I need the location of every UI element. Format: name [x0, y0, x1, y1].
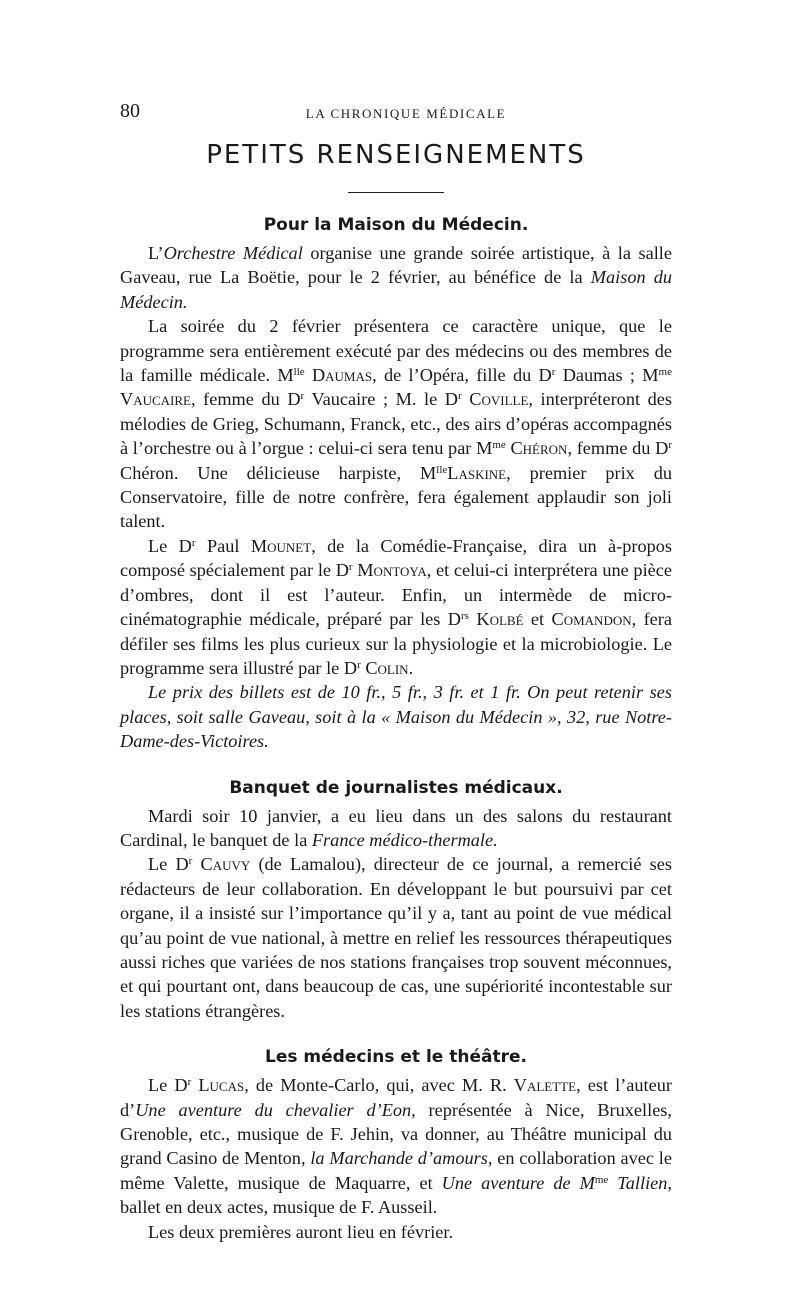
paragraph-maison-3: Le $D^r$ Paul Mounet, de la Comédie-Française, dira un à-propos composé spécialement par le $D^r$ Montoya, et celui-ci interprétera une pièce d’ombres, dont il est l’auteur. Enfin, un intermède de micro-cinématographie médicale, préparé par les $D^{rs}$ Kolbé et Comandon, fera défiler ses films les plus curieux sur la physiologie et la microbiologie. Le programme sera illustré par le $D^r$ Colin.	[120, 535, 672, 678]
section-heading-theatre: Les médecins et le théâtre.	[265, 1047, 527, 1068]
section-heading-maison: Pour la Maison du Médecin.	[263, 215, 529, 235]
paragraph-theatre-1: Le $D^r$ Lucas, de Monte-Carlo, qui, avec M. R. Valette, est l’auteur d’Une aventure du chevalier d’Eon, représentée à Nice, Bruxelles, Grenoble, etc., musique de F. Jehin, va donner, au Théâtre municipal du grand Casino de Menton, la Marchande d’amours, en collaboration avec le même Valette, musique de Maquarre, et Une aventure de $M^{me}$ Tallien, ballet en deux actes, musique de F. Ausseil.	[120, 1075, 672, 1218]
section-heading-banquet: Banquet de journalistes médicaux.	[229, 777, 563, 798]
running-title: LA CHRONIQUE MÉDICALE	[305, 106, 507, 121]
title-divider	[348, 192, 444, 193]
document-page	[120, 96, 672, 1244]
paragraph-banquet-2: Le $D^r$ Cauvy (de Lamalou), directeur de ce journal, a remercié ses rédacteurs de leur collaboration. En développant le but poursuivi par cet organe, il a insisté sur l’importance qu’il y a, tant au point de vue médical qu’au point de vue national, à mettre en relief les ressources thérapeutiques aussi riches que variées de nos stations françaises trop souvent méconnues, et qui pourtant ont, dans beaucoup de cas, une supériorité incontestable sur les stations étrangères.	[120, 854, 673, 1021]
page-number: 80	[120, 100, 140, 122]
paragraph-maison-1: L’Orchestre Médical organise une grande soirée artistique, à la salle Gaveau, rue La Boëtie, pour le 2 février, au bénéfice de la Maison du Médecin.	[120, 243, 672, 312]
page-title: PETITS RENSEIGNEMENTS	[206, 140, 586, 170]
running-header	[120, 96, 672, 126]
paragraph-banquet-1: Mardi soir 10 janvier, a eu lieu dans un des salons du restaurant Cardinal, le banquet de la France médico-thermale.	[120, 805, 672, 850]
paragraph-maison-prices: Le prix des billets est de 10 fr., 5 fr., 3 fr. et 1 fr. On peut retenir ses places, soit salle Gaveau, soit à la « Maison du Médecin », 32, rue Notre-Dame-des-Victoires.	[120, 682, 672, 752]
paragraph-theatre-2: Les deux premières auront lieu en février.	[148, 1221, 454, 1242]
paragraph-maison-2: La soirée du 2 février présentera ce caractère unique, que le programme sera entièrement exécuté par des médecins ou des membres de la famille médicale. $M^{lle}$ Daumas, de l’Opéra, fille du $D^r$ Daumas ; $M^{me}$ Vaucaire, femme du $D^r$ Vaucaire ; M. le $D^r$ Coville, interpréteront des mélodies de Grieg, Schumann, Franck, etc., des airs d’opéras accompagnés à l’orchestre ou à l’orgue : celui-ci sera tenu par $M^{me}$ Chéron, femme du $D^r$ Chéron. Une délicieuse harpiste, $M^{lle}Laskine$, premier prix du Conservatoire, fille de notre confrère, fera également applaudir son joli talent.	[120, 316, 672, 532]
